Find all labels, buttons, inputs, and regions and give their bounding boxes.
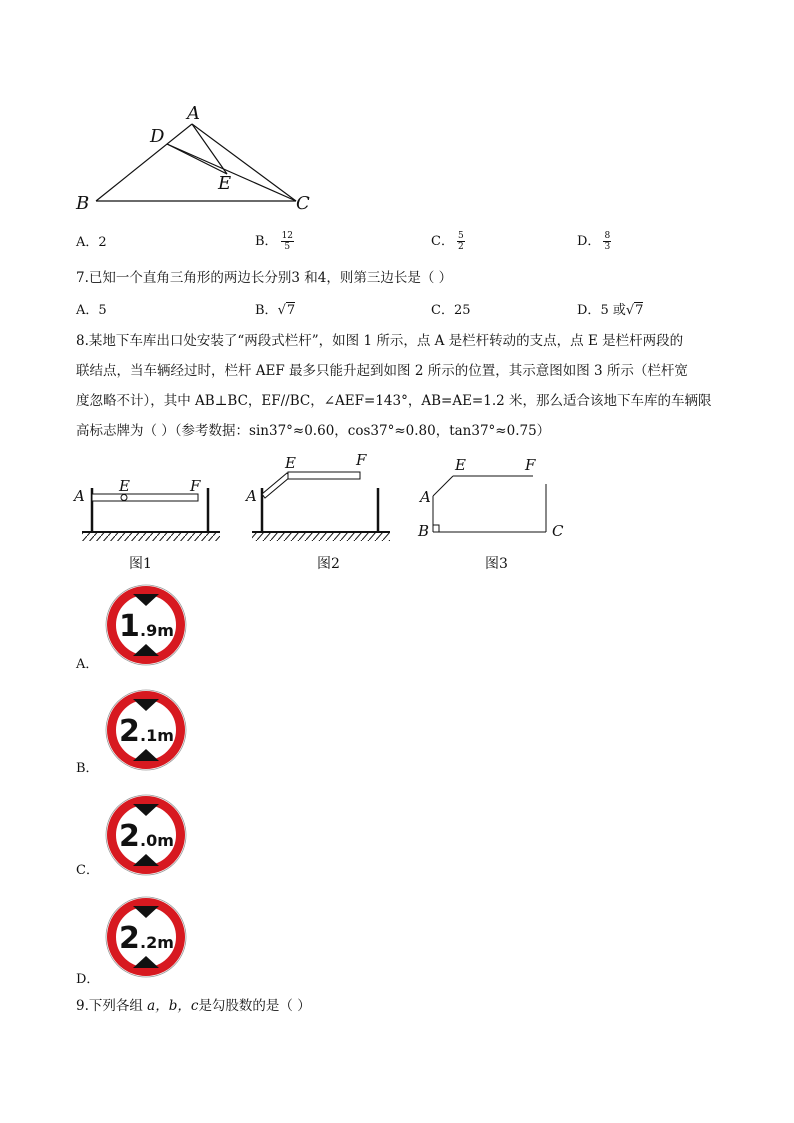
sign-graphic	[104, 688, 188, 772]
q8-option-d-label[interactable]: D．	[76, 972, 100, 987]
fig3-label-b: B	[418, 522, 430, 540]
sqrt-icon: √7	[625, 303, 644, 318]
fraction	[457, 231, 465, 252]
q8-figure-1	[80, 480, 222, 550]
fig3-label-e: E	[455, 456, 466, 474]
q9-stem-suffix: 是勾股数的是（ ）	[198, 998, 311, 1014]
q8-figure-2	[250, 460, 392, 550]
option-prefix: B．	[255, 303, 278, 318]
option-value: 25	[453, 303, 471, 318]
sign-graphic	[104, 583, 188, 667]
q6-option-d[interactable]	[577, 231, 611, 252]
q6-label-a: A	[187, 103, 200, 124]
q8-stem-line-4: 高标志牌为（ ）（参考数据：sin37°≈0.60，cos37°≈0.80，tan37°≈0.75）	[76, 423, 551, 439]
q7-option-b[interactable]	[255, 301, 295, 321]
fig1-label-e: E	[119, 477, 130, 495]
q6-label-e: E	[218, 173, 232, 194]
q6-option-c[interactable]	[431, 231, 465, 252]
sign-graphic	[104, 895, 188, 979]
fig3-label-a: A	[420, 488, 431, 506]
height-limit-sign-a[interactable]	[104, 583, 188, 667]
height-limit-sign-d[interactable]	[104, 895, 188, 979]
sign-value-decimal: .2m	[140, 933, 174, 952]
q8-stem-line-3: 度忽略不计），其中 AB⊥BC，EF//BC，∠AEF=143°，AB=AE=1.2 米，那么适合该地下车库的车辆限	[76, 393, 712, 409]
sign-value-main: 1	[119, 609, 140, 644]
q9-vars: a，b，c	[147, 998, 199, 1014]
q7-option-a[interactable]	[76, 301, 107, 321]
sign-value-decimal: .0m	[140, 831, 174, 850]
q8-stem-line-1: 8.某地下车库出口处安装了“两段式栏杆”，如图 1 所示，点 A 是栏杆转动的支点，点 E 是栏杆两段的	[76, 333, 684, 349]
option-prefix: C．	[431, 303, 454, 318]
fig1-caption: 图1	[129, 556, 152, 572]
fig3-label-f: F	[525, 456, 536, 474]
q8-stem-line-2: 联结点，当车辆经过时，栏杆 AEF 最多只能升起到如图 2 所示的位置，其示意图如图 3 所示（栏杆宽	[76, 363, 688, 379]
fig3-caption: 图3	[485, 556, 508, 572]
denominator: 5	[284, 242, 291, 252]
option-value: 2	[98, 235, 107, 250]
q8-option-a-label[interactable]: A．	[76, 657, 99, 672]
radicand: 7	[286, 303, 296, 318]
fraction	[603, 231, 611, 252]
sign-value-decimal: .1m	[140, 726, 174, 745]
option-prefix: A．	[76, 303, 99, 318]
fig2-label-f: F	[356, 451, 367, 469]
fraction	[281, 231, 294, 252]
option-prefix: C．	[431, 234, 454, 249]
sign-value-main: 2	[119, 819, 140, 854]
fig1-label-f: F	[190, 477, 201, 495]
q8-option-b-label[interactable]: B．	[76, 761, 99, 776]
q9-stem-prefix: 9.下列各组	[76, 998, 148, 1014]
q7-stem: 7.已知一个直角三角形的两边长分别3 和4，则第三边长是（ ）	[76, 270, 453, 286]
q6-triangle-figure	[70, 100, 330, 218]
q7-option-d[interactable]	[577, 301, 643, 321]
q6-option-b[interactable]	[255, 231, 294, 252]
fig2-label-a: A	[246, 487, 257, 505]
option-prefix: B．	[255, 234, 278, 249]
height-limit-sign-b[interactable]	[104, 688, 188, 772]
height-limit-sign-c[interactable]	[104, 793, 188, 877]
q6-label-c: C	[296, 193, 310, 214]
sign-value-decimal: .9m	[140, 621, 174, 640]
option-value: 5	[98, 303, 107, 318]
q7-option-c[interactable]	[431, 301, 471, 321]
option-value: 5 或	[600, 303, 626, 318]
option-prefix: D．	[577, 234, 601, 249]
option-prefix: A．	[76, 235, 99, 250]
sign-value-main: 2	[119, 921, 140, 956]
numerator: 12	[281, 231, 294, 241]
denominator: 2	[457, 242, 464, 252]
sign-graphic	[104, 793, 188, 877]
q8-option-c-label[interactable]: C．	[76, 863, 99, 878]
q6-label-d: D	[150, 126, 165, 147]
q9-stem	[76, 996, 311, 1016]
radicand: 7	[635, 303, 644, 318]
sqrt-icon: √7	[277, 303, 296, 318]
q6-label-b: B	[76, 193, 90, 214]
numerator: 5	[457, 231, 464, 241]
denominator: 3	[604, 242, 611, 252]
option-prefix: D．	[577, 303, 601, 318]
fig2-label-e: E	[285, 454, 296, 472]
fig1-label-a: A	[74, 487, 85, 505]
fig2-caption: 图2	[317, 556, 340, 572]
q6-option-a[interactable]	[76, 233, 107, 253]
sign-value-main: 2	[119, 714, 140, 749]
numerator: 8	[604, 231, 611, 241]
fig3-label-c: C	[552, 522, 564, 540]
q8-figure-3	[425, 470, 555, 540]
